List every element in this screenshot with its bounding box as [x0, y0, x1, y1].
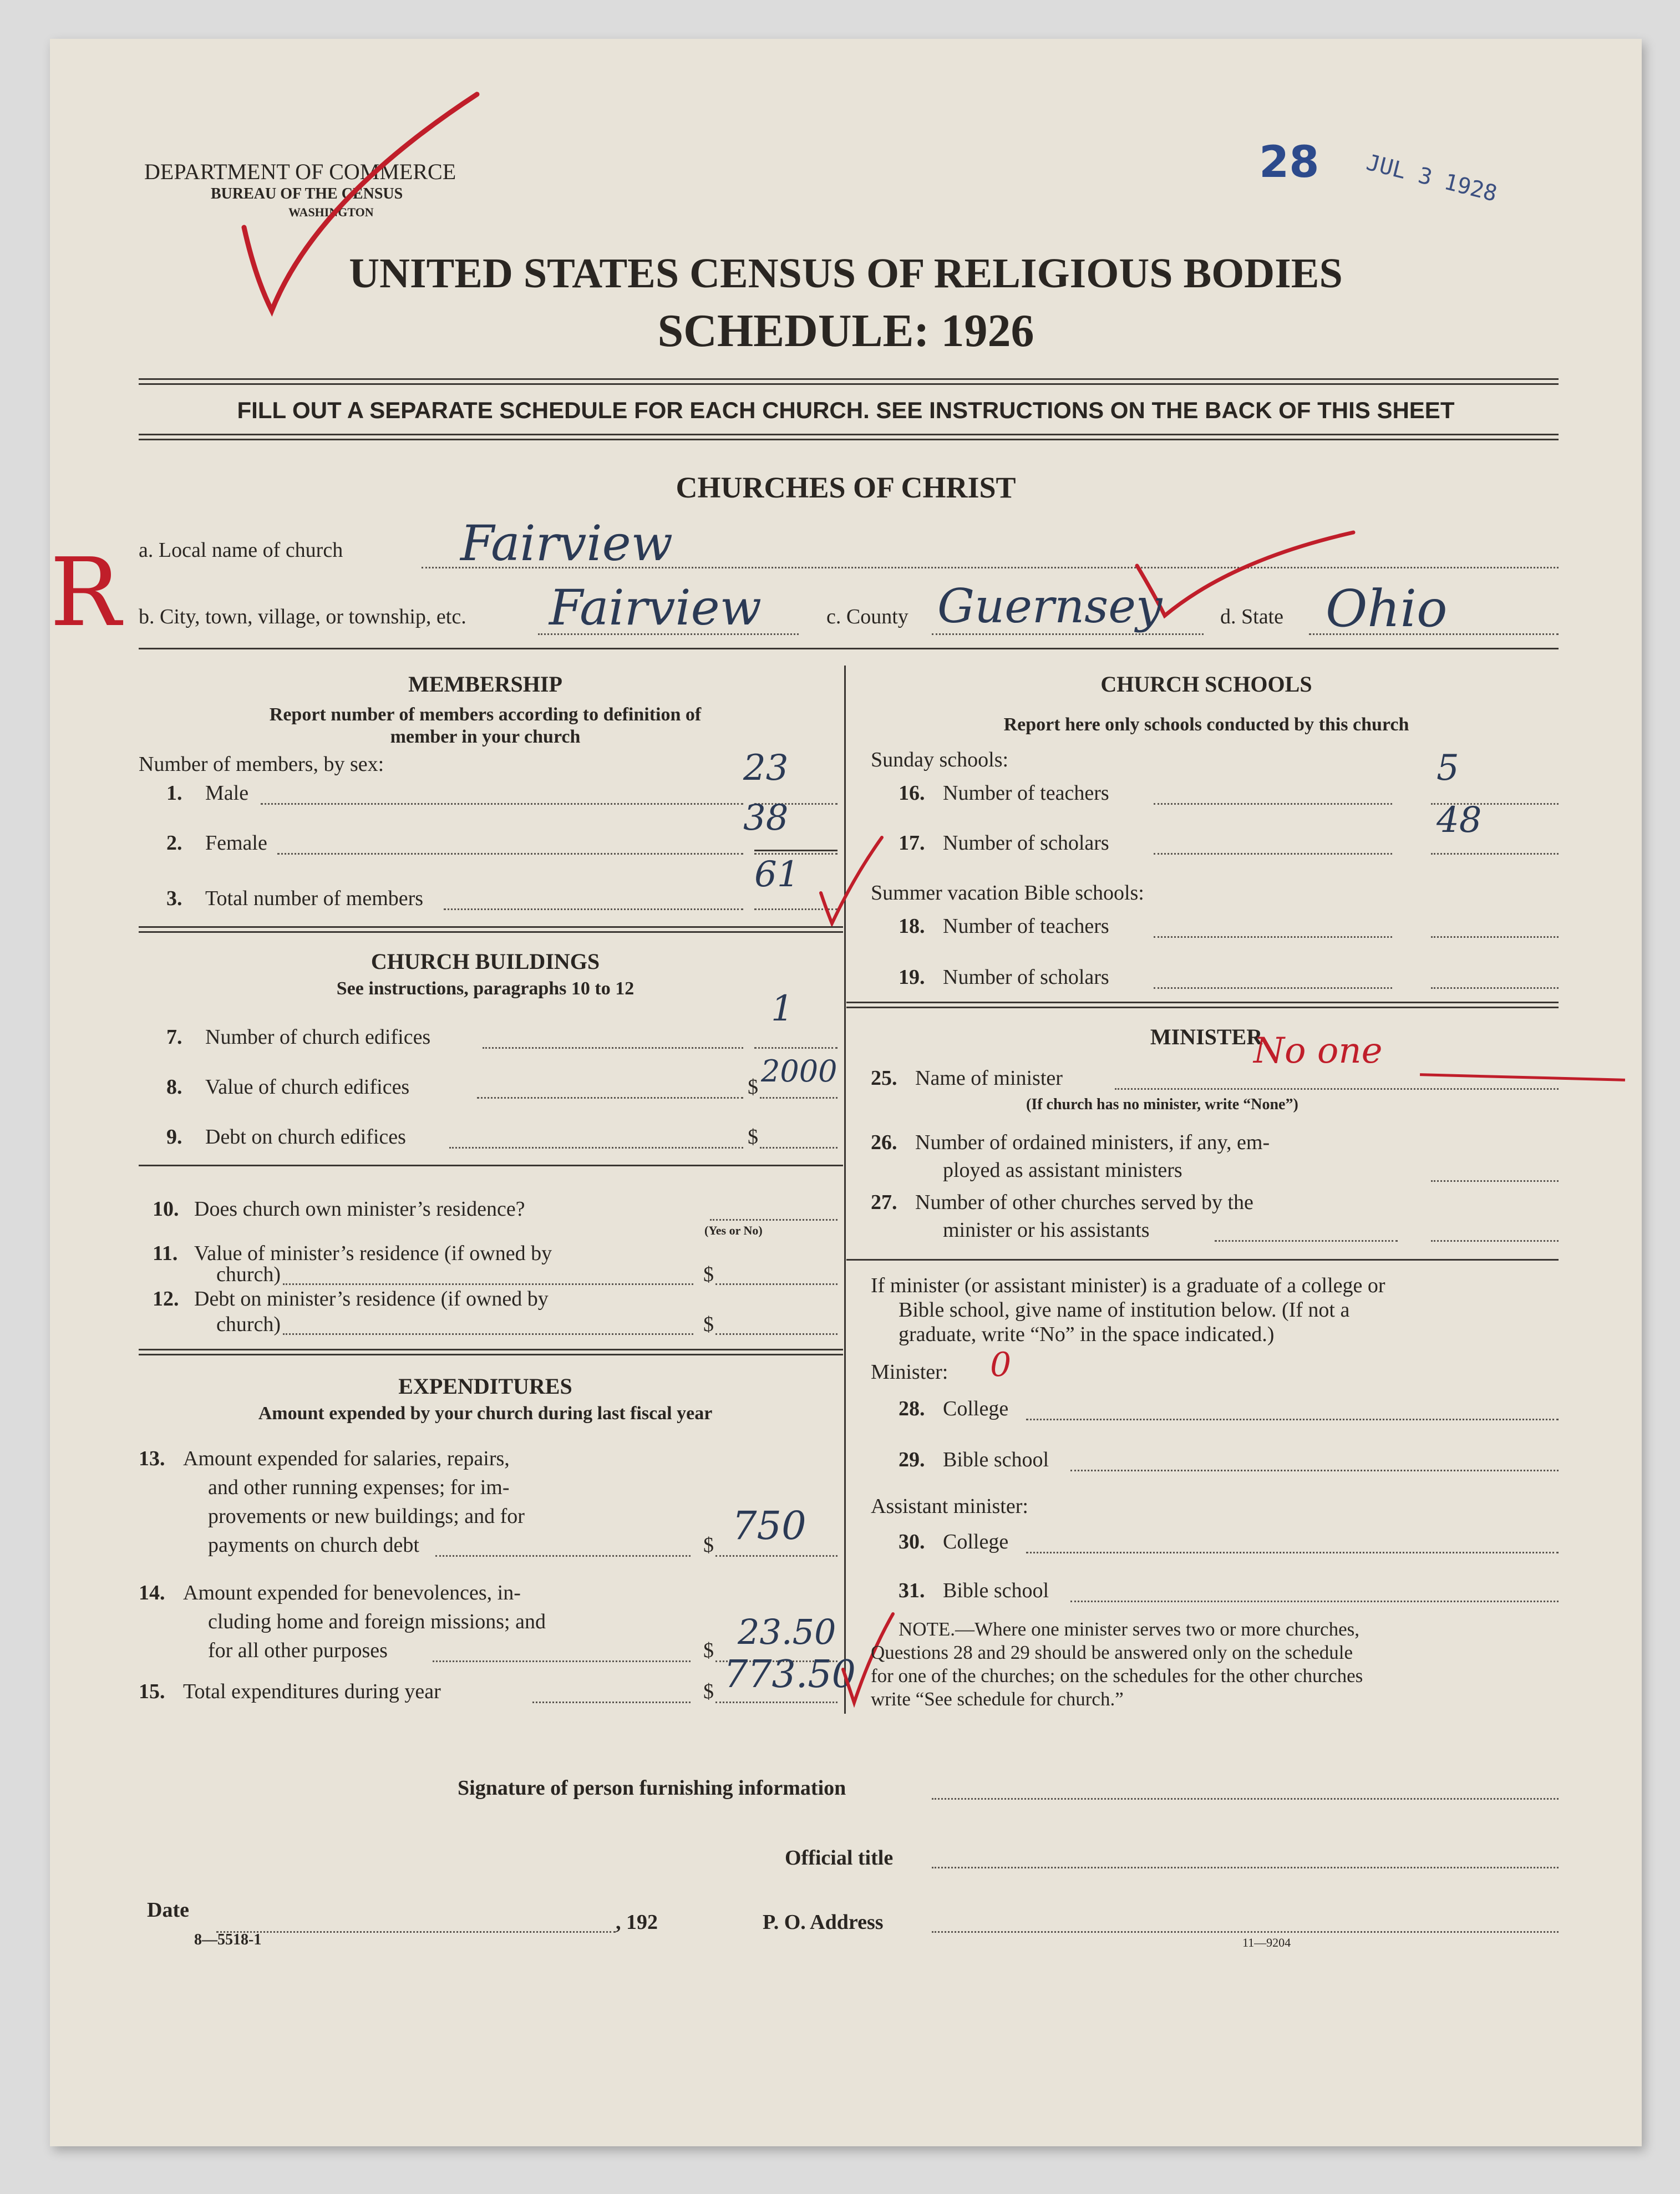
q14-dollar: $ [703, 1639, 714, 1662]
q13-line-4: payments on church debt [208, 1533, 419, 1557]
q27-line-2: minister or his assistants [943, 1218, 1150, 1242]
po-address-line[interactable] [932, 1931, 1559, 1933]
minister-graduate-value[interactable]: 0 [990, 1345, 1012, 1384]
q11-label: Value of minister’s residence (if owned by [194, 1242, 552, 1265]
q26-line-2: ployed as assistant ministers [943, 1159, 1182, 1182]
header-rule [139, 378, 1559, 385]
q8-value-label: Value of church edifices [205, 1075, 410, 1099]
bureau-city: WASHINGTON [288, 205, 374, 219]
q14-line-2: cluding home and foreign missions; and [208, 1610, 546, 1633]
buildings-subtext: See instructions, paragraphs 10 to 12 [336, 978, 635, 999]
q9-number: 9. [166, 1125, 182, 1149]
schools-subtext: Report here only schools conducted by this church [1003, 714, 1409, 735]
q15-number: 15. [139, 1680, 165, 1703]
graduate-instruction-1: If minister (or assistant minister) is a graduate of a college or [871, 1274, 1385, 1297]
q12-label: Debt on minister’s residence (if owned by [194, 1287, 549, 1311]
q3-number: 3. [166, 887, 182, 910]
q2-female-label: Female [205, 831, 267, 855]
print-number: 11—9204 [1242, 1936, 1291, 1949]
column-divider [844, 666, 846, 1714]
q16-number: 16. [899, 781, 925, 805]
q16-label: Number of teachers [943, 781, 1109, 805]
q19-label: Number of scholars [943, 966, 1109, 989]
q10-note: (Yes or No) [704, 1223, 763, 1237]
bureau-name: BUREAU OF THE CENSUS [211, 185, 403, 202]
q14-value[interactable]: 23.50 [738, 1612, 836, 1652]
q2-female-value[interactable]: 38 [743, 798, 789, 839]
q11-label-2: church) [216, 1263, 281, 1286]
q9-dollar: $ [748, 1125, 758, 1149]
q14-line-3: for all other purposes [208, 1639, 388, 1662]
date-label: Date [147, 1898, 189, 1922]
q30-number: 30. [899, 1530, 925, 1553]
b-city-label: b. City, town, village, or township, etc. [139, 605, 466, 628]
assistant-minister-label: Assistant minister: [871, 1495, 1028, 1518]
c-county-value[interactable]: Guernsey [937, 579, 1163, 633]
q12-dollar: $ [703, 1313, 714, 1336]
expenditures-subtext: Amount expended by your church during last fiscal year [258, 1403, 713, 1424]
q13-number: 13. [139, 1447, 165, 1470]
schools-heading: CHURCH SCHOOLS [1100, 672, 1312, 697]
q1-number: 1. [166, 781, 182, 805]
signature-line[interactable] [932, 1798, 1559, 1800]
note-line-4: write “See schedule for church.” [871, 1688, 1124, 1710]
q17-number: 17. [899, 831, 925, 855]
expenditures-heading: EXPENDITURES [398, 1374, 572, 1399]
po-address-label: P. O. Address [763, 1911, 884, 1934]
q13-line-3: provements or new buildings; and for [208, 1505, 525, 1528]
q12-label-2: church) [216, 1313, 281, 1336]
official-title-line[interactable] [932, 1867, 1559, 1868]
graduate-instruction-3: graduate, write “No” in the space indicated.) [899, 1323, 1275, 1346]
minister-heading: MINISTER [1150, 1024, 1263, 1049]
margin-mark-r: R [50, 538, 121, 648]
stamp-number: 28 [1259, 138, 1319, 187]
q17-label: Number of scholars [943, 831, 1109, 855]
census-schedule-sheet [50, 39, 1642, 2146]
q29-label: Bible school [943, 1448, 1049, 1471]
q27-line-1: Number of other churches served by the [915, 1191, 1253, 1214]
q17-value[interactable]: 48 [1437, 800, 1482, 841]
summer-schools-label: Summer vacation Bible schools: [871, 881, 1144, 905]
form-title: UNITED STATES CENSUS OF RELIGIOUS BODIES [349, 250, 1343, 297]
q31-label: Bible school [943, 1579, 1049, 1602]
q30-label: College [943, 1530, 1009, 1553]
buildings-heading: CHURCH BUILDINGS [370, 949, 600, 974]
q3-total-label: Total number of members [205, 887, 424, 910]
membership-subtext-1: Report number of members according to definition of [269, 704, 702, 725]
q14-number: 14. [139, 1581, 165, 1604]
q15-total-value[interactable]: 773.50 [724, 1653, 856, 1697]
form-number: 8—5518-1 [194, 1931, 262, 1948]
department-name: DEPARTMENT OF COMMERCE [144, 159, 456, 184]
d-state-value[interactable]: Ohio [1326, 579, 1448, 638]
q19-number: 19. [899, 966, 925, 989]
form-subtitle: SCHEDULE: 1926 [657, 305, 1034, 357]
q13-value[interactable]: 750 [732, 1503, 806, 1548]
instruction-banner: FILL OUT A SEPARATE SCHEDULE FOR EACH CHURCH. SEE INSTRUCTIONS ON THE BACK OF THIS SHEET [237, 397, 1455, 423]
q25-label: Name of minister [915, 1066, 1063, 1090]
q26-line-1: Number of ordained ministers, if any, em- [915, 1131, 1270, 1154]
note-line-2: Questions 28 and 29 should be answered only on the schedule [871, 1642, 1353, 1663]
d-state-label: d. State [1220, 605, 1283, 628]
a-local-name-value[interactable]: Fairview [460, 515, 673, 572]
signature-label: Signature of person furnishing information [458, 1776, 846, 1800]
date-year: , 192 [616, 1911, 658, 1934]
q12-number: 12. [153, 1287, 179, 1311]
q15-total-label: Total expenditures during year [183, 1680, 441, 1703]
q18-label: Number of teachers [943, 915, 1109, 938]
q15-dollar: $ [703, 1680, 714, 1703]
b-city-value[interactable]: Fairview [549, 579, 762, 636]
instruction-rule [139, 434, 1559, 440]
q13-line-2: and other running expenses; for im- [208, 1476, 510, 1499]
q8-value-value[interactable]: 2000 [761, 1054, 838, 1089]
note-line-3: for one of the churches; on the schedules for the other churches [871, 1665, 1363, 1687]
q3-total-value[interactable]: 61 [754, 854, 800, 895]
note-line-1: NOTE.—Where one minister serves two or more churches, [899, 1618, 1359, 1640]
members-by-sex-label: Number of members, by sex: [139, 753, 384, 776]
q31-number: 31. [899, 1579, 925, 1602]
minister-label: Minister: [871, 1360, 948, 1384]
official-title-label: Official title [785, 1846, 894, 1870]
q7-number: 7. [166, 1025, 182, 1049]
q14-line-1: Amount expended for benevolences, in- [183, 1581, 521, 1604]
date-line[interactable] [216, 1931, 616, 1933]
sunday-schools-label: Sunday schools: [871, 748, 1009, 771]
q11-dollar: $ [703, 1263, 714, 1286]
q1-male-value[interactable]: 23 [743, 748, 789, 789]
q7-edifices-value[interactable]: 1 [771, 988, 794, 1029]
q27-number: 27. [871, 1191, 897, 1214]
graduate-instruction-2: Bible school, give name of institution below. (If not a [899, 1298, 1350, 1322]
q29-number: 29. [899, 1448, 925, 1471]
q25-red-strike [1420, 1073, 1625, 1081]
membership-heading: MEMBERSHIP [408, 672, 562, 697]
c-county-label: c. County [826, 605, 908, 628]
q25-note: (If church has no minister, write “None”) [1026, 1096, 1298, 1113]
q28-label: College [943, 1397, 1009, 1420]
q16-value[interactable]: 5 [1437, 748, 1459, 789]
q25-value[interactable]: No one [1253, 1030, 1383, 1071]
q13-dollar: $ [703, 1533, 714, 1557]
q18-number: 18. [899, 915, 925, 938]
q10-residence-label: Does church own minister’s residence? [194, 1197, 525, 1221]
q10-number: 10. [153, 1197, 179, 1221]
denomination-heading: CHURCHES OF CHRIST [676, 471, 1016, 504]
q11-number: 11. [153, 1242, 178, 1265]
membership-subtext-2: member in your church [390, 727, 581, 747]
q25-number: 25. [871, 1066, 897, 1090]
q13-line-1: Amount expended for salaries, repairs, [183, 1447, 510, 1470]
q7-edifices-label: Number of church edifices [205, 1025, 431, 1049]
q8-dollar: $ [748, 1075, 758, 1099]
q26-number: 26. [871, 1131, 897, 1154]
received-date-stamp: JUL 3 1928 [1363, 150, 1500, 207]
a-local-name-label: a. Local name of church [139, 539, 343, 562]
q1-male-label: Male [205, 781, 249, 805]
q28-number: 28. [899, 1397, 925, 1420]
q8-number: 8. [166, 1075, 182, 1099]
q9-debt-label: Debt on church edifices [205, 1125, 406, 1149]
q2-number: 2. [166, 831, 182, 855]
